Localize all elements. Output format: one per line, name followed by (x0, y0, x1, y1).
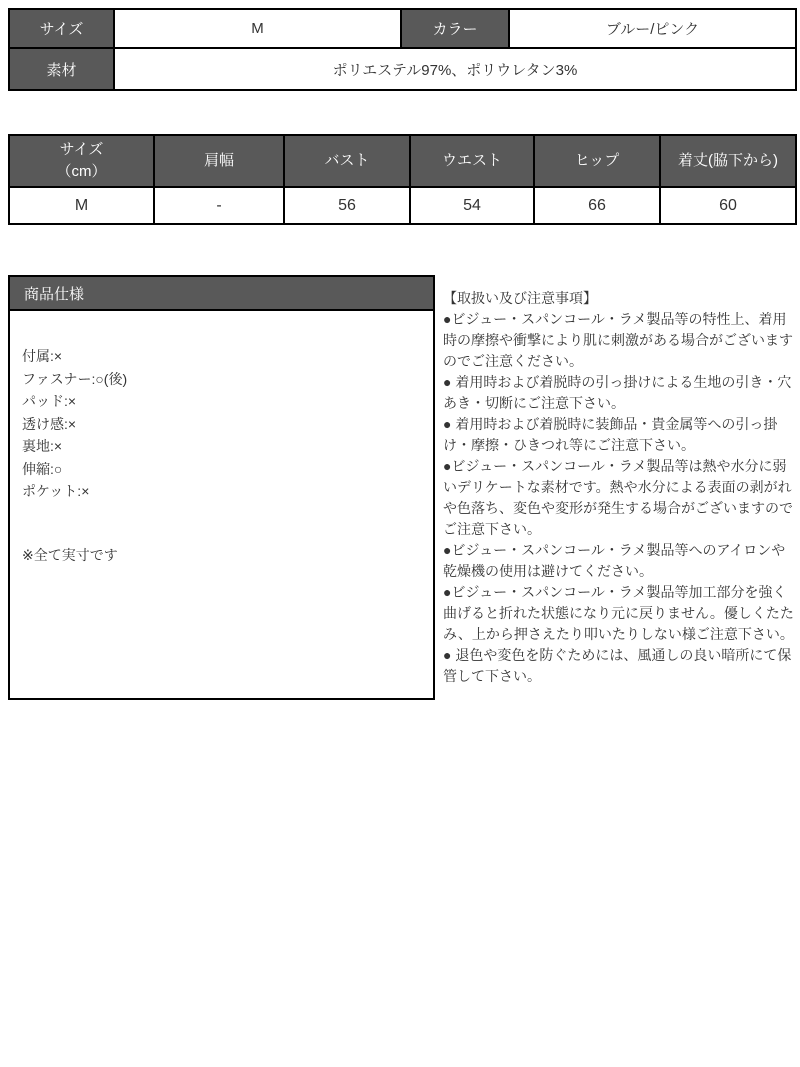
hip-header-cell: ヒップ (534, 135, 660, 187)
size-cm-header-cell (9, 135, 154, 187)
measurements-data-row (9, 187, 796, 224)
handling-notes-title: 【取扱い及び注意事項】 (443, 290, 597, 306)
spec-item-stretch: 伸縮:○ (22, 460, 63, 477)
handling-note-item: ●ビジュー・スパンコール・ラメ製品等加工部分を強く曲げると折れた状態になり元に戻りません。優しくたたみ、上から押さえたり叩いたりしない様ご注意下さい。 (443, 584, 794, 642)
spec-note: ※全て実寸です (22, 546, 118, 563)
shoulder-value-cell: - (154, 187, 284, 224)
material-label-cell: 素材 (9, 48, 114, 90)
waist-value-cell: 54 (410, 187, 534, 224)
handling-note-item: ●ビジュー・スパンコール・ラメ製品等へのアイロンや乾燥機の使用は避けてください。 (443, 542, 786, 579)
product-spec-title-bar (10, 277, 433, 311)
measurements-table (8, 134, 797, 225)
bust-value-cell: 56 (284, 187, 410, 224)
table-row (9, 48, 796, 90)
hip-value-cell: 66 (534, 187, 660, 224)
handling-note-item: ● 着用時および着脱時に装飾品・貴金属等への引っ掛け・摩擦・ひきつれ等にご注意下さい。 (443, 416, 778, 453)
product-spec-title: 商品仕様 (24, 285, 85, 303)
handling-note-item: ●ビジュー・スパンコール・ラメ製品等の特性上、着用時の摩擦や衝撃により肌に刺激がある場合がございますのでご注意ください。 (443, 311, 793, 369)
bottom-section (8, 275, 800, 700)
size-header-line2: （cm） (56, 163, 107, 180)
handling-notes (443, 275, 795, 687)
size-value-cell: M (114, 9, 401, 48)
product-spec-body (10, 311, 433, 566)
spec-item-sheerness: 透け感:× (22, 415, 77, 432)
spec-item-pad: パッド:× (22, 393, 77, 409)
spec-item-pocket: ポケット:× (22, 483, 90, 499)
material-value-cell: ポリエステル97%、ポリウレタン3% (114, 48, 796, 90)
handling-note-item: ● 着用時および着脱時の引っ掛けによる生地の引き・穴あき・切断にご注意下さい。 (443, 374, 792, 411)
color-value-cell: ブルー/ピンク (509, 9, 796, 48)
size-value-cell: M (9, 187, 154, 224)
table-row (9, 9, 796, 48)
size-color-material-table (8, 8, 797, 91)
color-label-cell: カラー (401, 9, 509, 48)
handling-note-item: ●ビジュー・スパンコール・ラメ製品等は熱や水分に弱いデリケートな素材です。熱や水分による表面の剥がれや色落ち、変色や変形が発生する場合がございますのでご注意下さい。 (443, 458, 793, 537)
shoulder-header-cell: 肩幅 (154, 135, 284, 187)
size-label-cell: サイズ (9, 9, 114, 48)
waist-header-cell: ウエスト (410, 135, 534, 187)
handling-note-item: ● 退色や変色を防ぐためには、風通しの良い暗所にて保管して下さい。 (443, 647, 792, 684)
size-header-line1: サイズ (59, 141, 104, 159)
length-header-cell: 着丈(脇下から) (660, 135, 796, 187)
spec-item-accessories: 付属:× (22, 348, 63, 364)
length-value-cell: 60 (660, 187, 796, 224)
bust-header-cell: バスト (284, 135, 410, 187)
measurements-header-row (9, 135, 796, 187)
spec-item-lining: 裏地:× (22, 438, 63, 454)
spec-item-fastener: ファスナー:○(後) (22, 370, 128, 387)
product-spec-box (8, 275, 435, 700)
